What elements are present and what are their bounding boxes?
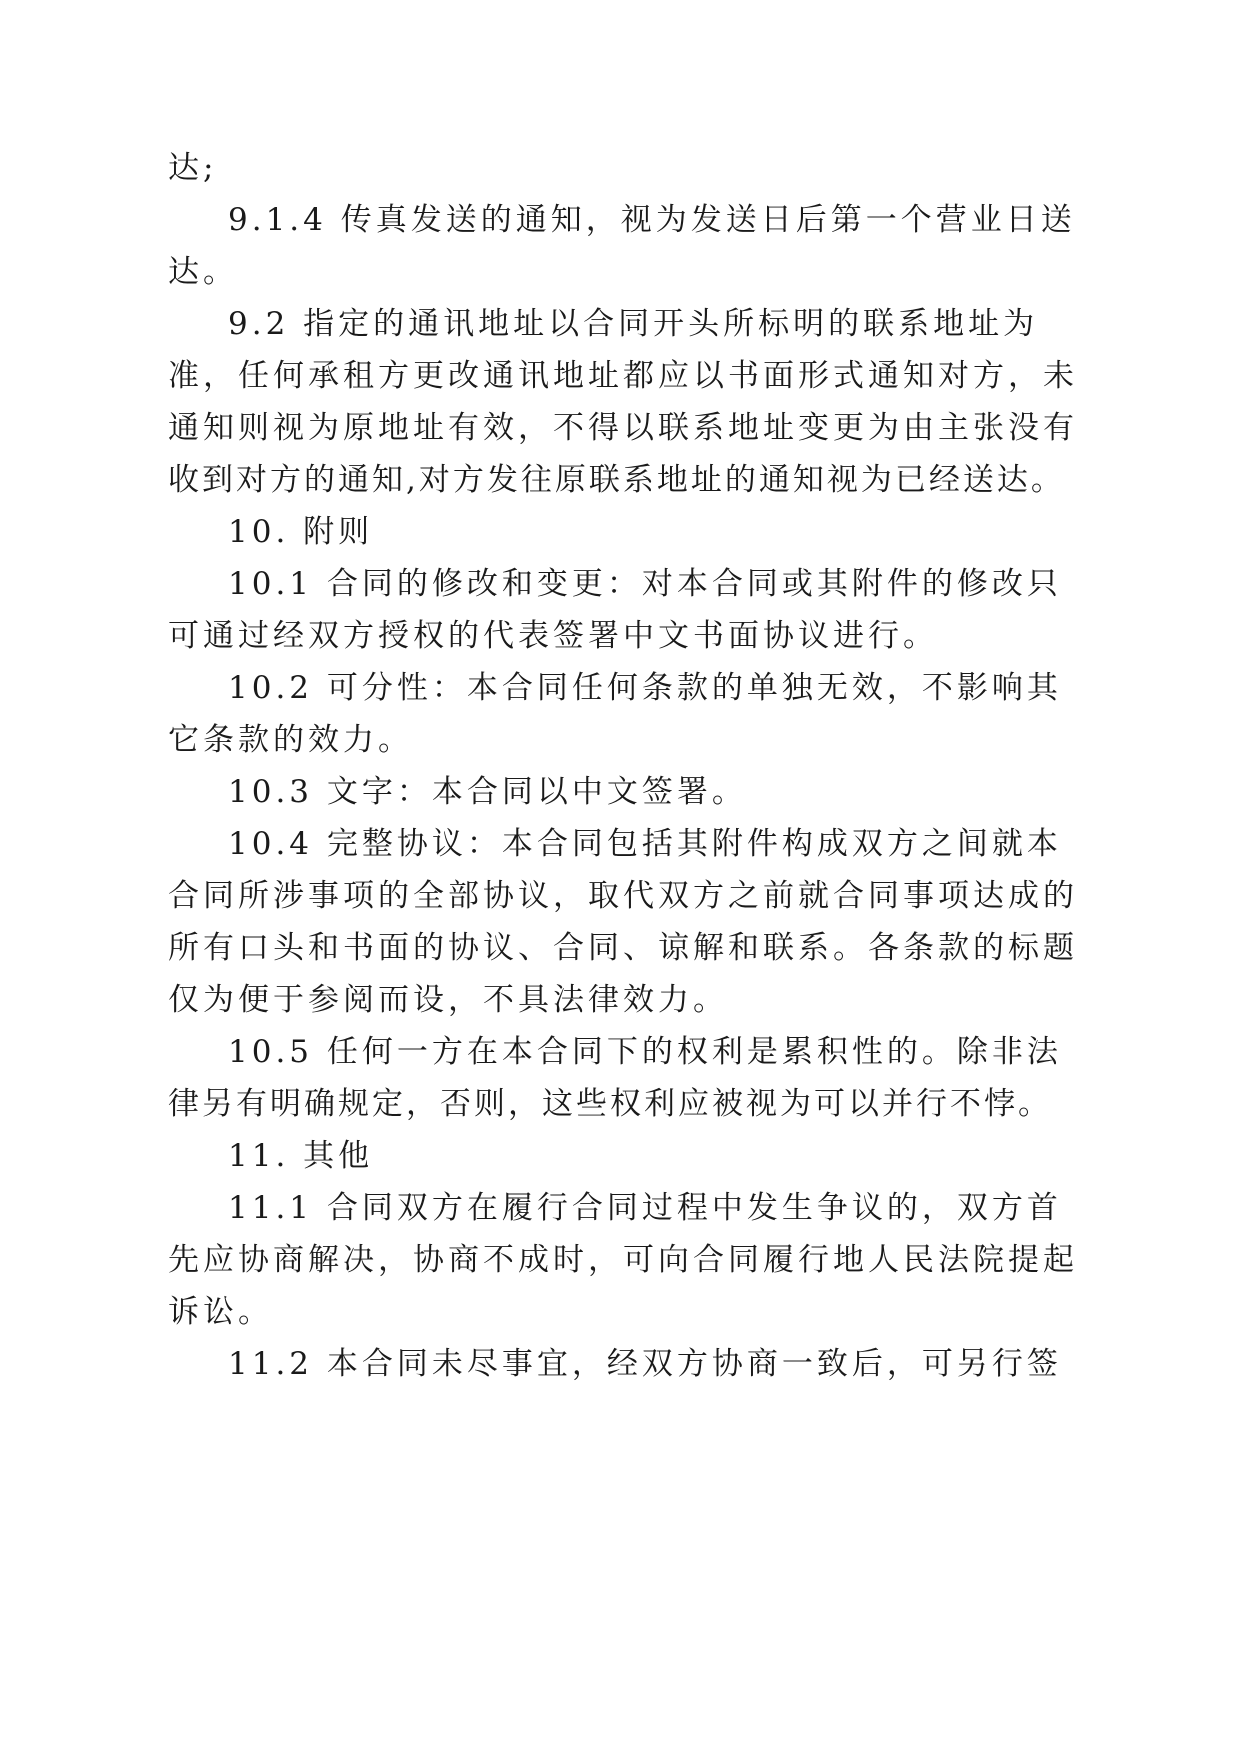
section-heading: 11. 其他 bbox=[228, 1138, 374, 1174]
text-line: 诉讼。 bbox=[168, 1294, 273, 1330]
text-line: 合同所涉事项的全部协议，取代双方之前就合同事项达成的 bbox=[168, 878, 1078, 914]
text-line: 11.1 合同双方在履行合同过程中发生争议的，双方首 bbox=[228, 1190, 1062, 1226]
text-line: 通知则视为原地址有效，不得以联系地址变更为由主张没有 bbox=[168, 410, 1078, 446]
text-line: 达。 bbox=[168, 254, 238, 290]
text-line: 10.4 完整协议：本合同包括其附件构成双方之间就本 bbox=[228, 826, 1062, 862]
text-line: 收到对方的通知,对方发往原联系地址的通知视为已经送达。 bbox=[168, 462, 1065, 498]
text-line: 所有口头和书面的协议、合同、谅解和联系。各条款的标题 bbox=[168, 930, 1078, 966]
text-line: 准，任何承租方更改通讯地址都应以书面形式通知对方，未 bbox=[168, 358, 1078, 394]
text-line: 9.1.4 传真发送的通知，视为发送日后第一个营业日送 bbox=[228, 202, 1076, 238]
section-heading: 10. 附则 bbox=[228, 514, 374, 550]
text-line: 律另有明确规定，否则，这些权利应被视为可以并行不悖。 bbox=[168, 1086, 1052, 1122]
text-line: 达; bbox=[168, 150, 218, 186]
text-line: 11.2 本合同未尽事宜，经双方协商一致后，可另行签 bbox=[228, 1346, 1062, 1382]
text-line: 9.2 指定的通讯地址以合同开头所标明的联系地址为 bbox=[228, 306, 1039, 342]
text-line: 10.1 合同的修改和变更：对本合同或其附件的修改只 bbox=[228, 566, 1062, 602]
text-line: 10.3 文字：本合同以中文签署。 bbox=[228, 774, 747, 810]
text-line: 仅为便于参阅而设，不具法律效力。 bbox=[168, 982, 728, 1018]
text-line: 10.5 任何一方在本合同下的权利是累积性的。除非法 bbox=[228, 1034, 1062, 1070]
text-line: 可通过经双方授权的代表签署中文书面协议进行。 bbox=[168, 618, 938, 654]
text-line: 它条款的效力。 bbox=[168, 722, 413, 758]
text-line: 10.2 可分性：本合同任何条款的单独无效，不影响其 bbox=[228, 670, 1062, 706]
text-line: 先应协商解决，协商不成时，可向合同履行地人民法院提起 bbox=[168, 1242, 1078, 1278]
